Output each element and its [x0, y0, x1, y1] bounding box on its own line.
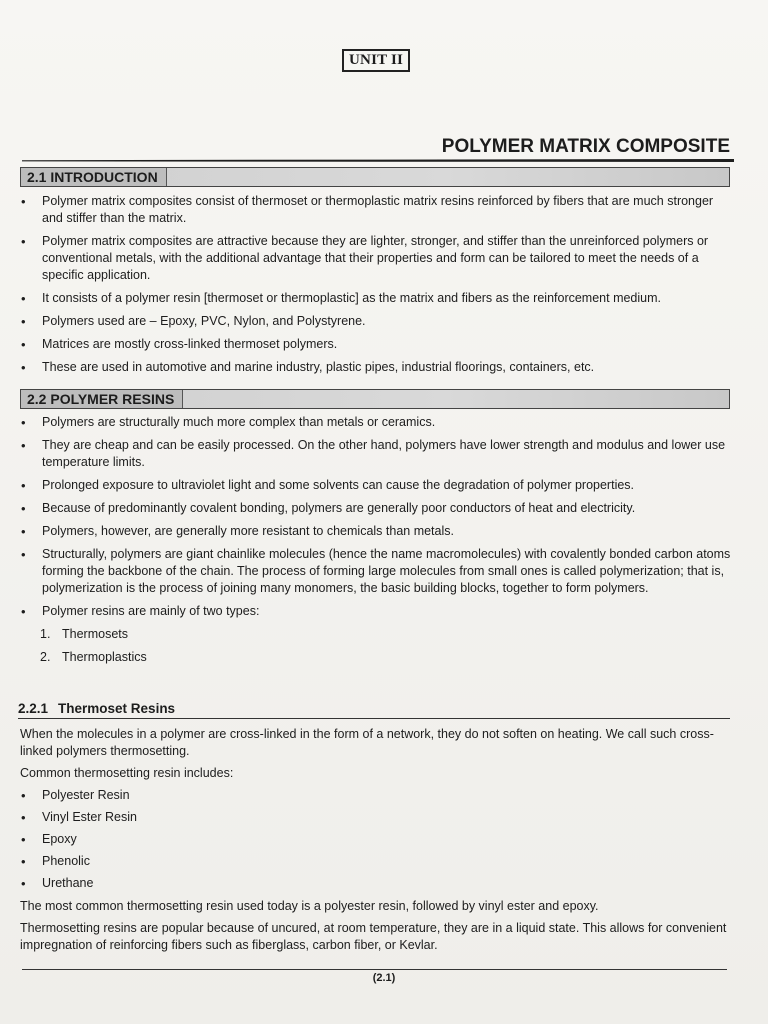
list-item: • Because of predominantly covalent bonding, polymers are generally poor conductors of heat and electricity. [20, 500, 732, 517]
paragraph: When the molecules in a polymer are cross-linked in the form of a network, they do not soften on heating. We call such cross-linked polymers thermosetting. [20, 727, 714, 758]
list-item: • Polymer matrix composites are attractive because they are lighter, stronger, and stiffer than the unreinforced polymers or conventional metals, with the additional advantage that their properties and form can be tailored to meet the needs of a specific application. [20, 233, 732, 284]
list-item: • Epoxy [20, 831, 732, 848]
list-item: • Polymers, however, are generally more resistant to chemicals than metals. [20, 523, 732, 540]
section-heading-bar-polymer-resins [20, 389, 730, 409]
introduction-bullets [20, 193, 732, 376]
section-heading-bar-introduction [20, 167, 730, 187]
list-item [20, 649, 732, 666]
list-item: • Urethane [20, 875, 732, 892]
subsection-title: Thermoset Resins [58, 701, 176, 716]
list-item: • Prolonged exposure to ultraviolet light and some solvents can cause the degradation of polymer properties. [20, 477, 732, 494]
list-item [20, 626, 732, 643]
list-item: • Phenolic [20, 853, 732, 870]
list-number: 2. [40, 650, 51, 664]
list-item: • Polyester Resin [20, 787, 732, 804]
list-item: • Polymer matrix composites consist of thermoset or thermoplastic matrix resins reinforced by fibers that are much stronger and stiffer than the matrix. [20, 193, 732, 227]
chapter-title: POLYMER MATRIX COMPOSITE [441, 136, 730, 157]
list-item: • They are cheap and can be easily processed. On the other hand, polymers have lower strength and modulus and lower use temperature limits. [20, 437, 732, 471]
list-item: • Structurally, polymers are giant chainlike molecules (hence the name macromolecules) with covalently bonded carbon atoms forming the backbone of the chain. The process of forming large molecules from small ones is called polymerization; that is, polymerization is the process of joining many monomers, the basic building blocks, together to form polymers. [20, 546, 732, 597]
list-item: • Matrices are mostly cross-linked thermoset polymers. [20, 336, 732, 353]
unit-label: UNIT II [342, 49, 410, 72]
list-label: Thermosets [62, 627, 128, 641]
paragraph: Common thermosetting resin includes: [20, 766, 234, 780]
list-item: • Vinyl Ester Resin [20, 809, 732, 826]
list-item: • Polymer resins are mainly of two types: [20, 603, 732, 620]
subsection-heading-thermoset [18, 701, 730, 719]
paragraph: The most common thermosetting resin used today is a polyester resin, followed by vinyl ester and epoxy. [20, 899, 599, 913]
paragraph: Thermosetting resins are popular because of uncured, at room temperature, they are in a liquid state. This allows for convenient impregnation of reinforcing fibers such as fiberglass, carbon fiber, or Kevlar. [20, 921, 727, 952]
chapter-title-rule [22, 159, 734, 162]
footer-rule [22, 969, 727, 970]
list-item: • Polymers used are – Epoxy, PVC, Nylon, and Polystyrene. [20, 313, 732, 330]
page-number: (2.1) [372, 972, 396, 984]
list-label: Thermoplastics [62, 650, 147, 664]
thermoset-body [20, 726, 732, 954]
list-number: 1. [40, 627, 51, 641]
list-item: • Polymers are structurally much more complex than metals or ceramics. [20, 414, 732, 431]
polymer-resins-bullets [20, 414, 732, 672]
thermoset-resin-list [20, 787, 732, 892]
list-item: • These are used in automotive and marine industry, plastic pipes, industrial floorings, containers, etc. [20, 359, 732, 376]
section-heading-polymer-resins: 2.2 POLYMER RESINS [21, 390, 183, 408]
list-item: • It consists of a polymer resin [thermoset or thermoplastic] as the matrix and fibers as the reinforcement medium. [20, 290, 732, 307]
section-heading-introduction: 2.1 INTRODUCTION [21, 168, 167, 186]
subsection-number: 2.2.1 [18, 701, 49, 716]
resin-types-list [20, 626, 732, 666]
